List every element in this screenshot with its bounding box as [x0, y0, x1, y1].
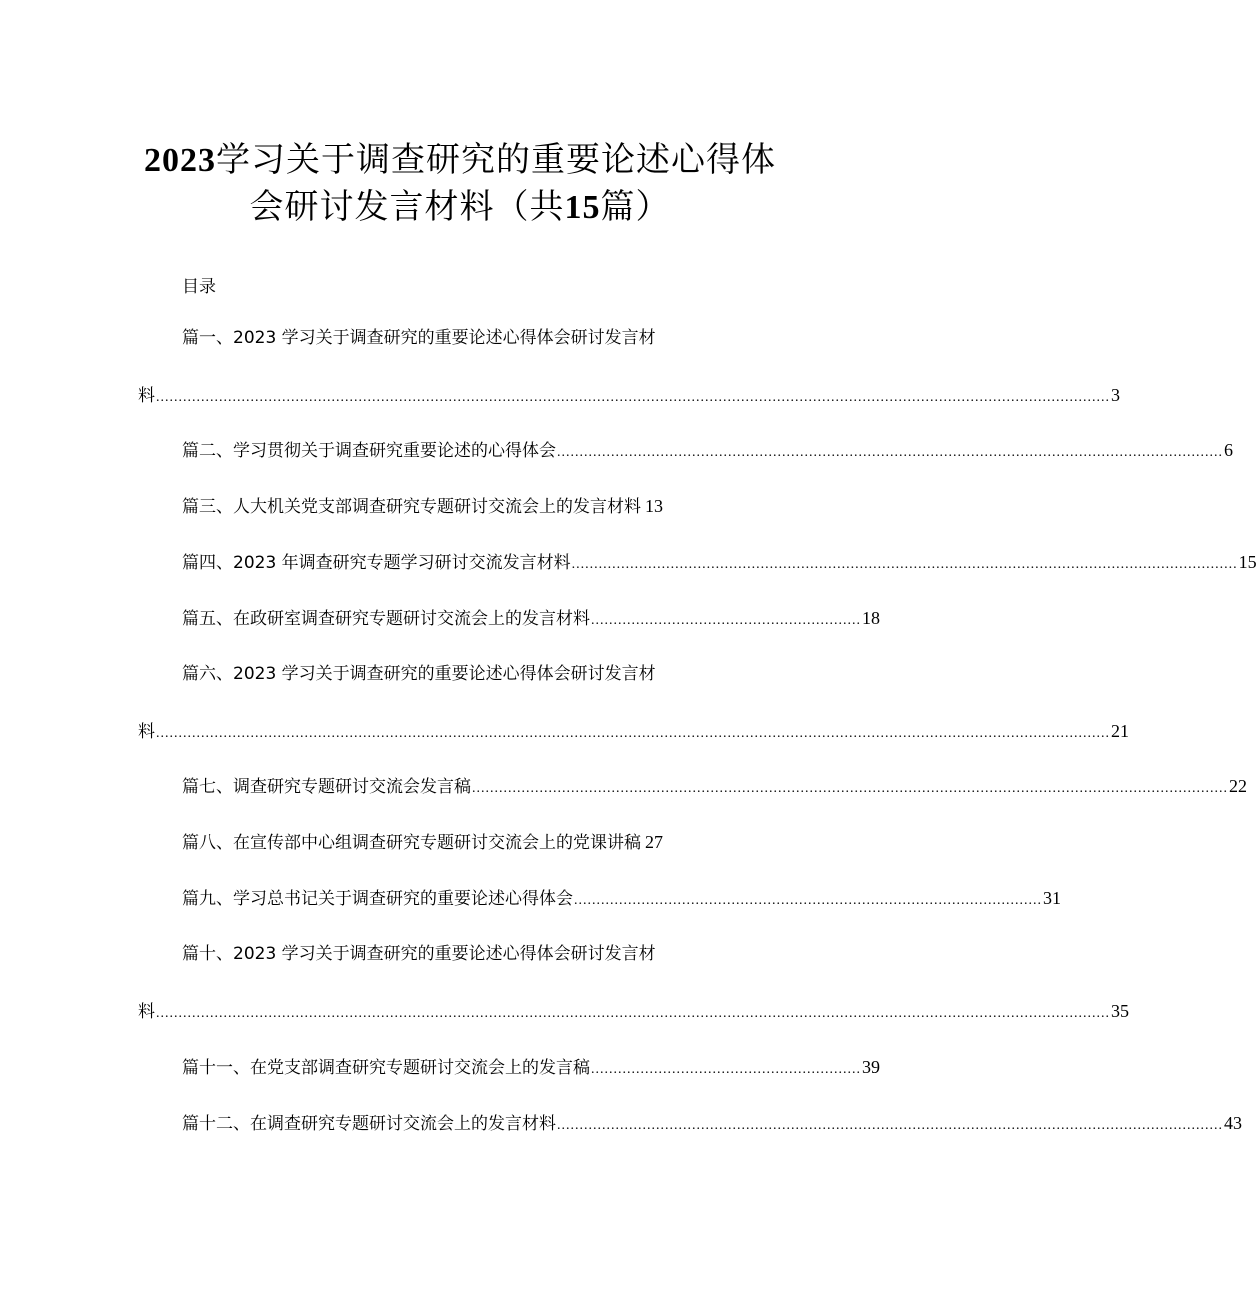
toc-page-number: 18	[862, 608, 880, 628]
toc-entry-3[interactable]	[182, 494, 748, 519]
toc-leader: ........................................................................................................	[574, 893, 1042, 908]
toc-leader: ....................................................................................................................................................................................................................	[156, 1006, 1110, 1021]
toc-page-number: 31	[1043, 888, 1061, 908]
toc-leader: ....................................................................................................................................................	[571, 557, 1238, 572]
toc-entry-1-line2[interactable]	[138, 383, 1120, 410]
toc-entry-label: 篇十一、在党支部调查研究专题研讨交流会上的发言稿	[182, 1058, 590, 1078]
toc-entry-4[interactable]	[182, 550, 1257, 577]
toc-heading: 目录	[182, 277, 216, 297]
toc-page-number: 39	[862, 1057, 880, 1077]
toc-entry-label: 篇九、学习总书记关于调查研究的重要论述心得体会	[182, 889, 573, 909]
toc-page-number: 21	[1111, 721, 1129, 741]
toc-page-number: 43	[1224, 1113, 1242, 1133]
toc-page-number: 22	[1229, 776, 1247, 796]
toc-entry-label: 篇五、在政研室调查研究专题研讨交流会上的发言材料	[182, 609, 590, 629]
toc-entry-label: 料	[138, 1002, 155, 1022]
toc-entry-10-line2[interactable]	[138, 999, 1129, 1026]
toc-leader: ........................................................................................................................................................................	[472, 781, 1228, 796]
toc-entry-label: 篇七、调查研究专题研讨交流会发言稿	[182, 777, 471, 797]
toc-leader: ....................................................................................................................................................	[557, 445, 1223, 460]
toc-entry-5[interactable]	[182, 606, 880, 633]
toc-leader: ....................................................................................................................................................	[557, 1118, 1223, 1133]
toc-leader: ....................................................................................................................................................................................................................	[156, 390, 1110, 405]
toc-page-number: 13	[645, 496, 663, 516]
title-count: 15	[564, 189, 601, 226]
toc-entry-6-line1[interactable]: 篇六、2023 学习关于调查研究的重要论述心得体会研讨发言材	[182, 664, 656, 684]
toc-entry-8[interactable]	[182, 830, 762, 855]
toc-entry-label: 篇四、2023 年调查研究专题学习研讨交流发言材料	[182, 553, 571, 573]
toc-leader: ............................................................	[591, 1062, 861, 1077]
toc-entry-label: 篇二、学习贯彻关于调查研究重要论述的心得体会	[182, 441, 556, 461]
toc-entry-12[interactable]	[182, 1111, 1242, 1138]
toc-entry-label: 篇八、在宣传部中心组调查研究专题研讨交流会上的党课讲稿	[182, 833, 641, 853]
toc-entry-label: 篇三、人大机关党支部调查研究专题研讨交流会上的发言材料	[182, 497, 641, 517]
document-title-line-1	[60, 140, 860, 181]
toc-page-number: 3	[1111, 385, 1120, 405]
document-title-line-2	[60, 187, 860, 228]
toc-entry-label: 料	[138, 386, 155, 406]
toc-page-number: 35	[1111, 1001, 1129, 1021]
toc-entry-2[interactable]	[182, 438, 1233, 465]
toc-leader: ....................................................................................................................................................................................................................	[156, 726, 1110, 741]
toc-entry-label: 篇十二、在调查研究专题研讨交流会上的发言材料	[182, 1114, 556, 1134]
toc-leader: ............................................................	[591, 613, 861, 628]
toc-page-number: 27	[645, 832, 663, 852]
toc-page-number: 6	[1224, 440, 1233, 460]
toc-entry-label: 料	[138, 722, 155, 742]
toc-entry-9[interactable]	[182, 886, 1061, 913]
toc-entry-11[interactable]	[182, 1055, 880, 1082]
title-year: 2023	[144, 142, 216, 179]
toc-entry-7[interactable]	[182, 774, 1247, 801]
toc-entry-1-line1[interactable]: 篇一、2023 学习关于调查研究的重要论述心得体会研讨发言材	[182, 328, 656, 348]
title-text-1: 学习关于调查研究的重要论述心得体	[216, 140, 776, 180]
toc-entry-10-line1[interactable]: 篇十、2023 学习关于调查研究的重要论述心得体会研讨发言材	[182, 944, 656, 964]
toc-page-number: 15	[1238, 552, 1257, 572]
title-text-2a: 会研讨发言材料（共	[249, 187, 565, 227]
toc-entry-6-line2[interactable]	[138, 719, 1129, 746]
title-text-2b: 篇）	[600, 187, 671, 227]
